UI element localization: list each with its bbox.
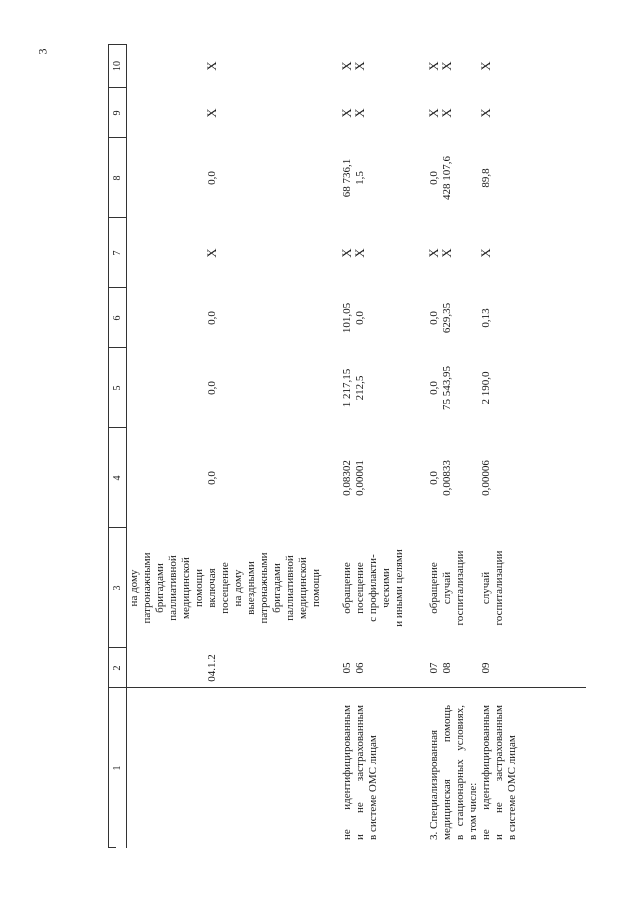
row-c-code1: 05 — [341, 662, 353, 674]
row-c-col7-b: X — [352, 248, 367, 258]
row-e-col8: 89,8 — [480, 168, 492, 188]
row-e-col1-line1: не идентифицированным — [480, 705, 492, 840]
row-d-col10-b: X — [439, 61, 454, 71]
row-d-col4-b: 0,00833 — [441, 460, 453, 496]
row-c-col3-line2: посещение — [354, 562, 366, 614]
row-d-col8-a: 0,0 — [428, 171, 440, 185]
row-b-col6: 0,0 — [206, 311, 218, 325]
row-c-col3-line4: ческими — [380, 568, 392, 608]
row-b-col3-line6: бригадами — [271, 563, 283, 613]
row-a-col3-line6: помощи — [193, 569, 205, 607]
header-cell-10: 10 — [112, 61, 123, 71]
row-c-col3-line3: с профилакти- — [367, 554, 379, 622]
row-a-col3-line1: на дому — [128, 569, 140, 607]
row-c-col4-b: 0,00001 — [354, 460, 366, 496]
rotated-table — [108, 44, 586, 848]
row-d-col3-line1: обращение — [428, 562, 440, 614]
row-d-col4-a: 0,0 — [428, 471, 440, 485]
row-b-col7: X — [204, 248, 219, 258]
row-d-col7-b: X — [439, 248, 454, 258]
row-c-col3-line1: обращение — [341, 562, 353, 614]
row-d-col6-b: 629,35 — [441, 302, 453, 334]
row-b-col10: X — [204, 61, 219, 71]
row-b-col3-line7: паллиативной — [284, 555, 296, 621]
row-c-col1-line1: не идентифицированным — [341, 705, 353, 840]
row-d-col1-line2: медицинская помощь — [441, 705, 453, 840]
row-b-col4: 0,0 — [206, 471, 218, 485]
row-d-col7-a: X — [426, 248, 441, 258]
row-b-col3-line3: на дому — [232, 569, 244, 607]
row-c-col9-a: X — [339, 108, 354, 118]
row-c-col1-line2: и не застрахованным — [354, 705, 366, 840]
page-number: 3 — [35, 48, 50, 55]
header-cell-7: 7 — [112, 250, 123, 256]
row-d-col5-b: 75 543,95 — [441, 366, 453, 410]
row-d-col9-a: X — [426, 108, 441, 118]
header-cell-1: 1 — [112, 765, 123, 771]
row-c-col4-a: 0,08302 — [341, 460, 353, 496]
row-c-col5-a: 1 217,15 — [341, 368, 353, 408]
header-cell-8: 8 — [112, 175, 123, 181]
row-d-code2: 08 — [441, 662, 453, 674]
row-d-code1: 07 — [428, 662, 440, 674]
row-b-col3-line8: медицинской — [297, 557, 309, 619]
row-d-col9-b: X — [439, 108, 454, 118]
table-top-border — [108, 44, 109, 848]
row-b-code: 04.1.2 — [206, 654, 218, 682]
row-b-col3-line4: выездными — [245, 561, 257, 615]
row-d-col10-a: X — [426, 61, 441, 71]
row-e-col5: 2 190,0 — [480, 371, 492, 405]
header-cell-5: 5 — [112, 385, 123, 391]
row-a-col3-line3: бригадами — [154, 563, 166, 613]
row-c-col8-a: 68 736,1 — [341, 158, 353, 198]
header-cell-6: 6 — [112, 315, 123, 321]
row-d-col1-line3: в стационарных условиях, — [454, 705, 466, 840]
row-e-col4: 0,00006 — [480, 460, 492, 496]
row-b-col9: X — [204, 108, 219, 118]
row-d-col1-line4: в том числе: — [467, 782, 479, 840]
row-e-col7: X — [478, 248, 493, 258]
row-a-col3-line2: патронажными — [141, 552, 153, 624]
row-e-col1-line2: и не застрахованным — [493, 705, 505, 840]
row-e-col1-line3: в системе ОМС лицам — [506, 735, 518, 840]
row-b-col3-line2: посещение — [219, 562, 231, 614]
row-c-col6-a: 101,05 — [341, 302, 353, 334]
row-d-col8-b: 428 107,6 — [441, 156, 453, 200]
row-b-col3-line1: включая — [206, 568, 218, 608]
row-c-code2: 06 — [354, 662, 366, 674]
row-d-col3-line2: случай — [441, 571, 453, 605]
row-e-col3-line2: госпитализации — [493, 550, 505, 626]
row-c-col10-a: X — [339, 61, 354, 71]
header-bottom-border — [126, 44, 127, 848]
row-a-col3-line4: паллиативной — [167, 555, 179, 621]
row-d-col1-line1: 3. Специализированная — [428, 729, 440, 840]
row-e-col3-line1: случай — [480, 571, 492, 605]
row-c-col8-b: 1,5 — [354, 171, 366, 185]
row-e-col10: X — [478, 61, 493, 71]
row-b-col3-line5: патронажными — [258, 552, 270, 624]
row-e-code: 09 — [480, 662, 492, 674]
header-cell-2: 2 — [112, 665, 123, 671]
row-c-col10-b: X — [352, 61, 367, 71]
row-b-col8: 0,0 — [206, 171, 218, 185]
header-cell-9: 9 — [112, 110, 123, 116]
row-c-col9-b: X — [352, 108, 367, 118]
row-c-col6-b: 0,0 — [354, 311, 366, 325]
row-e-col6: 0,13 — [480, 308, 492, 328]
row-d-col6-a: 0,0 — [428, 311, 440, 325]
header-cell-4: 4 — [112, 475, 123, 481]
row-a-col3-line5: медицинской — [180, 557, 192, 619]
row-c-col3-line5: и иными целями — [393, 549, 405, 627]
row-c-col1-line3: в системе ОМС лицам — [367, 735, 379, 840]
row-c-col5-b: 212,5 — [354, 375, 366, 401]
header-cell-3: 3 — [112, 585, 123, 591]
row-d-col5-a: 0,0 — [428, 381, 440, 395]
row-e-col9: X — [478, 108, 493, 118]
row-b-col3-line9: помощи — [310, 569, 322, 607]
row-b-col5: 0,0 — [206, 381, 218, 395]
row-c-col7-a: X — [339, 248, 354, 258]
row-d-col3-line3: госпитализации — [454, 550, 466, 626]
